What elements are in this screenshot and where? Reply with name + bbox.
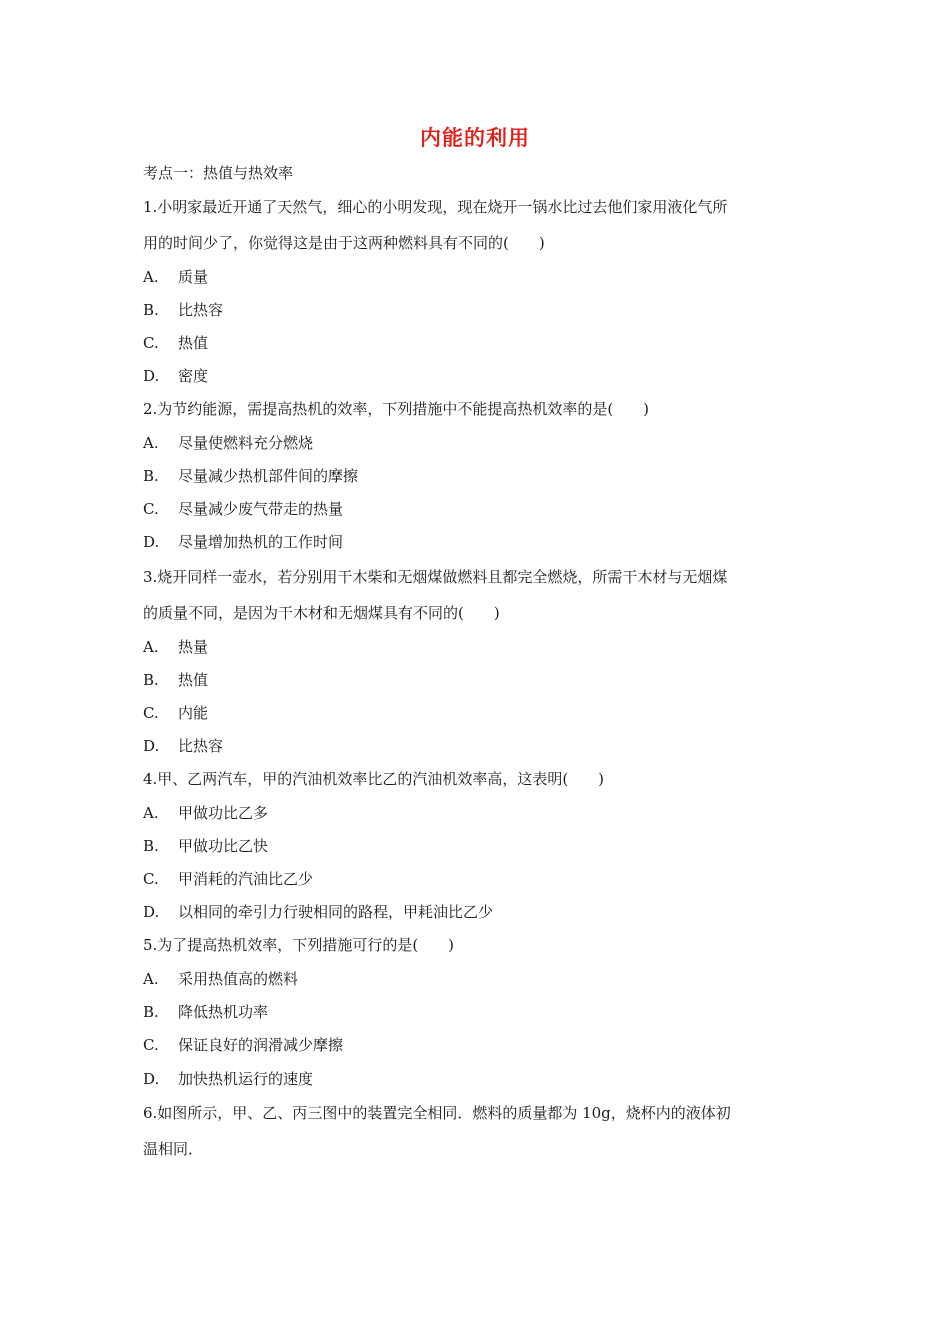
question-4-option-a: [143, 803, 813, 823]
option-letter: C.: [143, 870, 159, 888]
question-1-stem-line-1: 1.小明家最近开通了天然气，细心的小明发现，现在烧开一锅水比过去他们家用液化气所: [143, 198, 728, 216]
option-text: 加快热机运行的速度: [178, 1070, 314, 1088]
option-letter: B.: [143, 671, 159, 689]
option-letter: D.: [143, 737, 160, 755]
option-letter: B.: [143, 467, 159, 485]
option-text: 质量: [178, 268, 209, 286]
question-4-option-b: [143, 836, 813, 856]
question-3-option-b: [143, 670, 813, 690]
page-title: 内能的利用: [420, 126, 530, 150]
question-1-option-a: [143, 267, 813, 287]
option-text: 密度: [178, 367, 209, 385]
question-2-option-b: [143, 466, 813, 486]
option-text: 甲做功比乙快: [178, 837, 269, 855]
question-3-stem-line-1: 3.烧开同样一壶水，若分别用干木柴和无烟煤做燃料且都完全燃烧，所需干木材与无烟煤: [143, 568, 728, 586]
option-letter: C.: [143, 704, 159, 722]
option-text: 降低热机功率: [178, 1003, 269, 1021]
option-letter: B.: [143, 301, 159, 319]
option-letter: D.: [143, 533, 160, 551]
option-text: 尽量减少热机部件间的摩擦: [178, 467, 359, 485]
question-5-stem-line-1: 5.为了提高热机效率，下列措施可行的是( ): [143, 936, 455, 954]
question-2-stem-line-1: 2.为节约能源，需提高热机的效率，下列措施中不能提高热机效率的是( ): [143, 400, 650, 418]
option-letter: B.: [143, 837, 159, 855]
option-letter: A.: [143, 638, 159, 656]
question-4-option-d: [143, 902, 813, 922]
option-text: 热值: [178, 334, 209, 352]
option-text: 尽量增加热机的工作时间: [178, 533, 344, 551]
option-text: 采用热值高的燃料: [178, 970, 299, 988]
question-1-option-b: [143, 300, 813, 320]
question-2-option-d: [143, 532, 813, 552]
option-letter: C.: [143, 1036, 159, 1054]
option-text: 尽量减少废气带走的热量: [178, 500, 344, 518]
option-letter: A.: [143, 434, 159, 452]
option-letter: D.: [143, 903, 160, 921]
question-2-option-c: [143, 499, 813, 519]
question-5-option-d: [143, 1069, 813, 1089]
option-letter: A.: [143, 268, 159, 286]
question-1-stem-line-2: 用的时间少了，你觉得这是由于这两种燃料具有不同的( ): [143, 234, 545, 252]
option-letter: D.: [143, 1070, 160, 1088]
question-5-option-b: [143, 1002, 813, 1022]
option-text: 尽量使燃料充分燃烧: [178, 434, 314, 452]
question-5-option-c: [143, 1035, 813, 1055]
option-text: 比热容: [178, 301, 224, 319]
option-letter: C.: [143, 500, 159, 518]
question-3-option-d: [143, 736, 813, 756]
option-text: 内能: [178, 704, 209, 722]
question-1-option-c: [143, 333, 813, 353]
option-text: 比热容: [178, 737, 224, 755]
question-2-option-a: [143, 433, 813, 453]
option-letter: D.: [143, 367, 160, 385]
question-4-stem-line-1: 4.甲、乙两汽车，甲的汽油机效率比乙的汽油机效率高，这表明( ): [143, 770, 605, 788]
option-letter: B.: [143, 1003, 159, 1021]
option-text: 热量: [178, 638, 209, 656]
question-4-option-c: [143, 869, 813, 889]
option-text: 保证良好的润滑减少摩擦: [178, 1036, 344, 1054]
option-text: 甲做功比乙多: [178, 804, 269, 822]
question-1-option-d: [143, 366, 813, 386]
question-6-stem-line-2: 温相同．: [143, 1140, 204, 1158]
option-letter: A.: [143, 970, 159, 988]
question-3-option-a: [143, 637, 813, 657]
option-letter: A.: [143, 804, 159, 822]
question-5-option-a: [143, 969, 813, 989]
section-heading: 考点一：热值与热效率: [143, 164, 294, 182]
option-letter: C.: [143, 334, 159, 352]
question-3-option-c: [143, 703, 813, 723]
question-6-stem-line-1: 6.如图所示，甲、乙、丙三图中的装置完全相同．燃料的质量都为 10g，烧杯内的液体初: [143, 1104, 731, 1122]
option-text: 甲消耗的汽油比乙少: [178, 870, 314, 888]
option-text: 以相同的牵引力行驶相同的路程，甲耗油比乙少: [178, 903, 494, 921]
question-3-stem-line-2: 的质量不同，是因为干木材和无烟煤具有不同的( ): [143, 604, 500, 622]
option-text: 热值: [178, 671, 209, 689]
